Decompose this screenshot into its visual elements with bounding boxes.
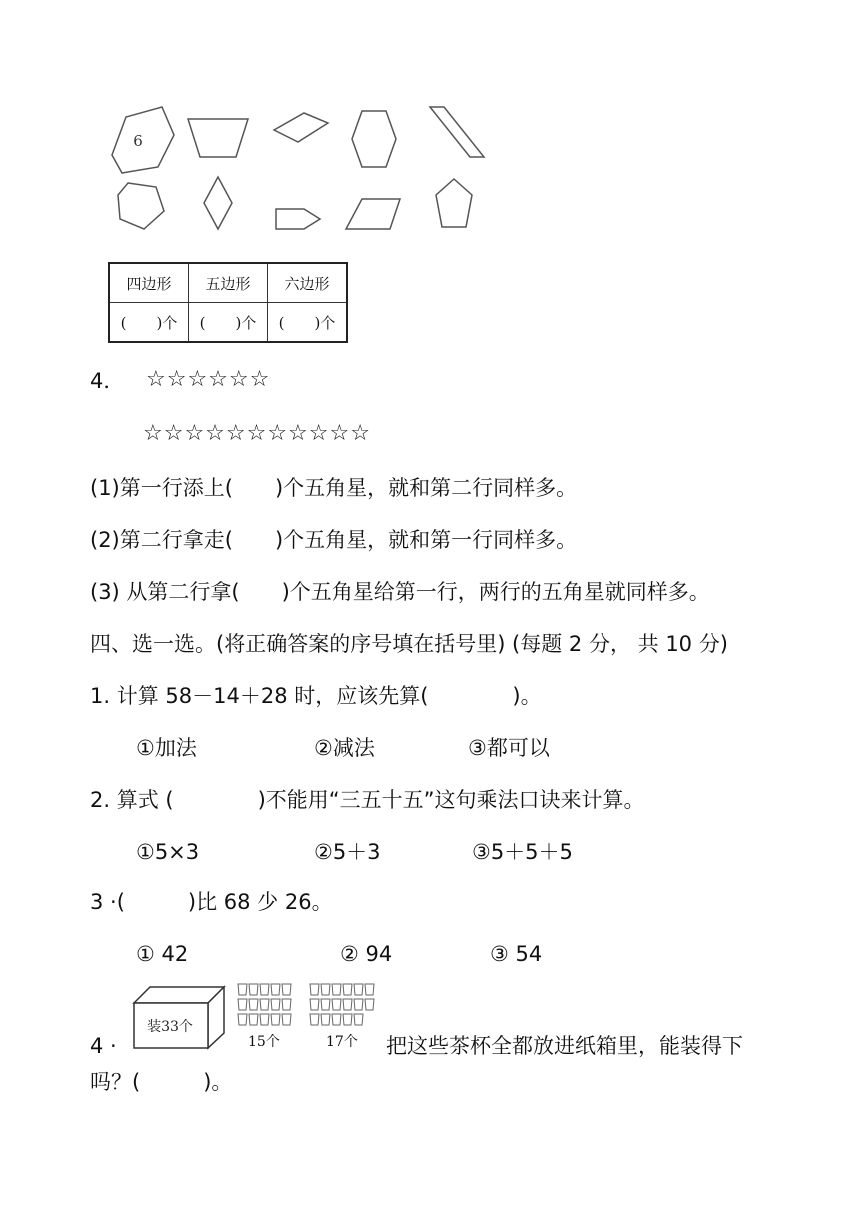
- teacup-icon: [310, 1014, 319, 1025]
- option-3b[interactable]: ② 94: [340, 942, 393, 966]
- pentagon-shape: [436, 179, 472, 227]
- question-4-item-3: (3) 从第二行拿( )个五角星给第一行，两行的五角星就同样多。: [90, 580, 710, 604]
- table-cell-blank[interactable]: ( )个: [189, 303, 268, 343]
- rhombus-tall-shape: [204, 177, 232, 229]
- choice-question-4-text: 把这些茶杯全都放进纸箱里，能装得下: [386, 1034, 743, 1058]
- table-cell-blank[interactable]: ( )个: [268, 303, 348, 343]
- teacup-icon: [260, 999, 269, 1010]
- teacup-icon: [310, 984, 319, 995]
- option-1b[interactable]: ②减法: [314, 736, 375, 760]
- teacup-icon: [343, 1014, 352, 1025]
- rhombus-flat-shape: [274, 113, 328, 142]
- teacup-icon: [238, 999, 247, 1010]
- box-capacity-label: 装33个: [147, 1019, 193, 1035]
- teacup-icon: [354, 999, 363, 1010]
- teacup-icon: [271, 1014, 280, 1025]
- teacup-icon: [282, 999, 291, 1010]
- star-row-2: ☆☆☆☆☆☆☆☆☆☆☆: [143, 421, 371, 446]
- teacup-icon: [343, 984, 352, 995]
- hexagon-number: 6: [133, 132, 143, 150]
- cups-group-1-label: 15个: [248, 1034, 280, 1050]
- teacup-icon: [282, 1014, 291, 1025]
- table-cell-blank[interactable]: ( )个: [109, 303, 189, 343]
- choice-question-4-number: 4 ·: [90, 1034, 117, 1058]
- table-header: 四边形: [109, 263, 189, 303]
- shape-count-table: [108, 262, 348, 343]
- teacup-icon: [343, 999, 352, 1010]
- teacup-icon: [271, 984, 280, 995]
- hexagon-shape-tall: [352, 111, 396, 167]
- option-2c[interactable]: ③5＋5＋5: [472, 840, 573, 864]
- section-title: 四、选一选。(将正确答案的序号填在括号里) (每题 2 分， 共 10 分): [90, 632, 728, 656]
- teacup-icon: [238, 1014, 247, 1025]
- choice-question-3: 3 ·( )比 68 少 26。: [90, 890, 333, 914]
- choice-question-2: 2. 算式 ( )不能用“三五十五”这句乘法口诀来计算。: [90, 788, 645, 812]
- option-3c[interactable]: ③ 54: [490, 942, 543, 966]
- option-3a[interactable]: ① 42: [136, 942, 189, 966]
- question-4-number: 4．: [90, 369, 125, 393]
- teacup-icon: [332, 999, 341, 1010]
- teacup-icon: [271, 999, 280, 1010]
- polygon-figures: [100, 95, 500, 245]
- star-row-1: ☆☆☆☆☆☆: [146, 367, 271, 392]
- option-1c[interactable]: ③都可以: [468, 736, 550, 760]
- teacup-icon: [332, 984, 341, 995]
- table-header: 六边形: [268, 263, 348, 303]
- option-1a[interactable]: ①加法: [136, 736, 197, 760]
- teacup-icon: [332, 1014, 341, 1025]
- teacup-icon: [249, 984, 258, 995]
- teacup-icon: [365, 999, 374, 1010]
- question-4-item-2: (2)第二行拿走( )个五角星，就和第一行同样多。: [90, 528, 578, 552]
- teacup-icon: [321, 1014, 330, 1025]
- cups-group-2-label: 17个: [326, 1034, 358, 1050]
- parallelogram-slanted-shape: [430, 107, 484, 157]
- question-4-item-1: (1)第一行添上( )个五角星，就和第二行同样多。: [90, 476, 578, 500]
- teacup-icon: [354, 984, 363, 995]
- teacup-icon: [249, 999, 258, 1010]
- teacup-icon: [260, 1014, 269, 1025]
- teacup-icon: [354, 1014, 363, 1025]
- teacup-icon: [260, 984, 269, 995]
- choice-question-4-text-cont: 吗？( )。: [90, 1070, 233, 1094]
- teacup-icon: [310, 999, 319, 1010]
- teacup-icon: [282, 984, 291, 995]
- teacup-icon: [249, 1014, 258, 1025]
- option-2a[interactable]: ①5×3: [136, 840, 200, 864]
- choice-question-1: 1. 计算 58－14＋28 时，应该先算( )。: [90, 684, 542, 708]
- teacup-icon: [321, 999, 330, 1010]
- parallelogram-shape: [346, 199, 400, 229]
- teacup-groups: [236, 982, 384, 1032]
- teacup-icon: [321, 984, 330, 995]
- pentagon-arrow-shape: [276, 209, 320, 229]
- carton-box-illustration: [132, 985, 227, 1050]
- table-header: 五边形: [189, 263, 268, 303]
- pentagon-shape-irregular: [118, 183, 164, 229]
- trapezoid-shape: [188, 119, 248, 157]
- hexagon-shape-numbered: [112, 107, 174, 173]
- option-2b[interactable]: ②5＋3: [314, 840, 381, 864]
- teacup-icon: [365, 984, 374, 995]
- teacup-icon: [238, 984, 247, 995]
